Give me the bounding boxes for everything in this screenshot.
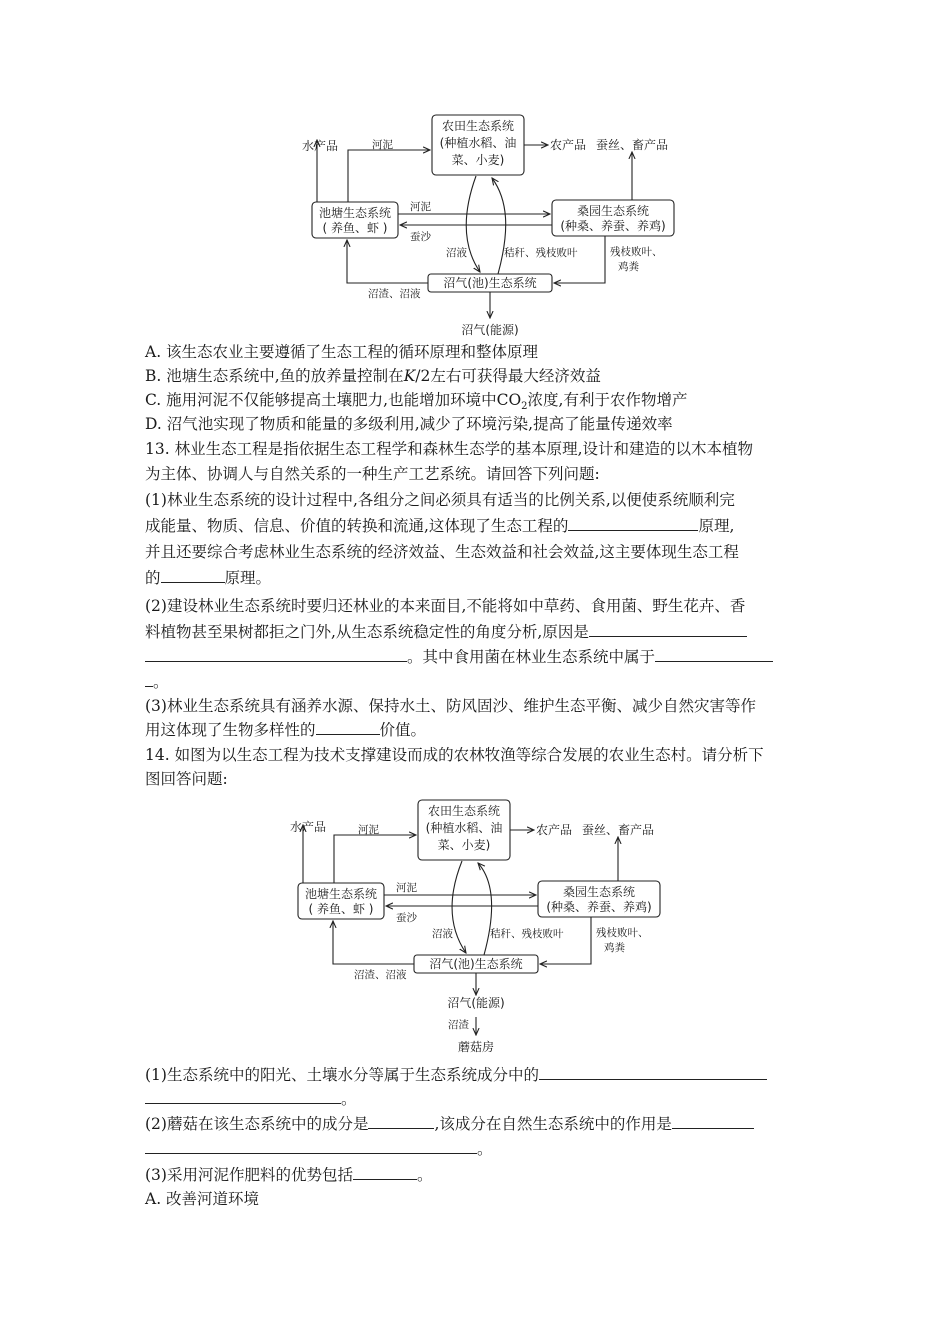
mulberry-ecosystem-title-2: 桑园生态系统 [562,885,636,899]
mulberry-ecosystem-title: 桑园生态系统 [576,204,650,218]
farm-products-label: 农产品 [550,138,587,152]
q13-part2-line3: 。其中食用菌在林业生态系统中属于 [145,645,810,669]
q14-part2-line2: 。 [145,1137,810,1161]
q13-part3-line2: 用这体现了生物多样性的 价值。 [145,721,427,739]
q13-blank-1[interactable] [568,515,698,531]
q13-part2-line2: 料植物甚至果树都拒之门外,从生态系统稳定性的角度分析,原因是 [145,620,810,644]
q12-option-a: A. 该生态农业主要遵循了生态工程的循环原理和整体原理 [145,343,539,361]
q14-blank-3[interactable] [672,1113,754,1129]
q14-intro-line2: 图回答问题: [145,770,228,788]
pond-ecosystem-line2-2: ( 养鱼、虾 ) [308,902,374,916]
residue-liquid-label-2: 沼渣、沼液 [354,969,407,981]
ecosystem-diagram-1 [300,110,720,340]
residue-label: 沼渣 [448,1019,469,1031]
field-ecosystem-line3-2: 菜、小麦) [437,838,491,852]
q14-intro-line1: 14. 如图为以生态工程为技术支撑建设而成的农林牧渔等综合发展的农业生态村。请分析下 [145,746,764,764]
q13-part1-line4: 的 原理。 [145,569,272,587]
pond-ecosystem-line2: ( 养鱼、虾 ) [322,221,388,235]
leaves-manure-label-2: 鸡粪 [618,261,639,273]
q13-part1-line1: (1)林业生态系统的设计过程中,各组分之间必须具有适当的比例关系,以便使系统顺利完 [145,491,735,509]
q13-blank-4-cont[interactable] [145,671,153,687]
silkworm-sand-label: 蚕沙 [410,231,431,243]
river-mud-label-mid-2: 河泥 [396,882,417,894]
q14-blank-3-cont[interactable] [145,1138,477,1154]
field-ecosystem-line2: (种植水稻、油 [439,136,517,150]
q13-intro-line1: 13. 林业生态工程是指依据生态工程学和森林生态学的基本原理,设计和建造的以木本植物 [145,440,754,458]
field-ecosystem-line3: 菜、小麦) [451,153,505,167]
q13-blank-2[interactable] [161,567,225,583]
ecosystem-diagram-2 [290,795,710,1057]
mulberry-ecosystem-line2: (种桑、养蚕、养鸡) [560,219,666,233]
farm-products-label-2: 农产品 [536,823,573,837]
river-mud-label-top-2: 河泥 [358,824,379,836]
leaves-manure-label-2-2: 鸡粪 [604,942,625,954]
q13-part2-line1: (2)建设林业生态系统时要归还林业的本来面目,不能将如中草药、食用菌、野生花卉、香 [145,597,746,615]
q14-part1-line1: (1)生态系统中的阳光、土壤水分等属于生态系统成分中的 [145,1063,810,1087]
field-ecosystem-line2-2: (种植水稻、油 [425,821,503,835]
q13-intro-line2: 为主体、协调人与自然关系的一种生产工艺系统。请回答下列问题: [145,465,600,483]
q13-blank-5[interactable] [316,719,380,735]
biogas-liquid-label-2: 沼液 [432,928,453,940]
q14-blank-4[interactable] [353,1164,417,1180]
q13-part1-line3: 并且还要综合考虑林业生态系统的经济效益、生态效益和社会效益,这主要体现生态工程 [145,543,739,561]
river-mud-label-mid: 河泥 [410,201,431,213]
mushroom-house-label: 蘑菇房 [457,1040,495,1054]
q13-blank-3[interactable] [589,621,747,637]
silkworm-sand-label-2: 蚕沙 [396,912,417,924]
q13-blank-4[interactable] [655,646,773,662]
q14-part3-line1: (3)采用河泥作肥料的优势包括 。 [145,1166,433,1184]
q14-part1-line2: 。 [145,1087,810,1111]
field-ecosystem-title-2: 农田生态系统 [427,804,501,818]
river-mud-label-top: 河泥 [372,139,393,151]
q13-part3-line1: (3)林业生态系统具有涵养水源、保持水土、防风固沙、维护生态平衡、减少自然灾害等作 [145,697,756,715]
leaves-manure-label-1: 残枝败叶、 [610,246,663,258]
residue-liquid-label: 沼渣、沼液 [368,288,421,300]
q14-blank-1[interactable] [539,1064,767,1080]
biogas-energy-label-2: 沼气(能源) [447,996,505,1010]
silk-livestock-label-2: 蚕丝、畜产品 [582,823,655,837]
biogas-energy-label: 沼气(能源) [461,323,519,337]
q13-part2-line4: 。 [145,670,810,694]
q14-part2-line1: (2)蘑菇在该生态系统中的成分是 ,该成分在自然生态系统中的作用是 [145,1112,810,1136]
aquatic-products-label: 水产品 [302,139,339,153]
straw-label-2: 秸秆、残枝败叶 [490,928,564,940]
biogas-ecosystem: 沼气(池)生态系统 [443,276,537,290]
q14-blank-1-cont[interactable] [145,1088,341,1104]
q12-option-c: C. 施用河泥不仅能够提高土壤肥力,也能增加环境中$CO_2$浓度,有利于农作物增产 [145,391,688,413]
q13-part1-line2: 成能量、物质、信息、价值的转换和流通,这体现了生态工程的 原理, [145,517,735,535]
aquatic-products-label-2: 水产品 [290,820,327,834]
mulberry-ecosystem-line2-2: (种桑、养蚕、养鸡) [546,900,652,914]
q14-option-a: A. 改善河道环境 [145,1190,260,1208]
silk-livestock-label: 蚕丝、畜产品 [596,138,669,152]
pond-ecosystem-title: 池塘生态系统 [318,206,392,220]
biogas-ecosystem-2: 沼气(池)生态系统 [429,957,523,971]
q13-blank-3-cont[interactable] [145,646,407,662]
field-ecosystem-title: 农田生态系统 [441,119,515,133]
q12-option-d: D. 沼气池实现了物质和能量的多级利用,减少了环境污染,提高了能量传递效率 [145,415,673,433]
straw-label: 秸秆、残枝败叶 [504,247,578,259]
q12-option-b: B. 池塘生态系统中,鱼的放养量控制在K/2左右可获得最大经济效益 [145,367,601,385]
pond-ecosystem-title-2: 池塘生态系统 [304,887,378,901]
leaves-manure-label-1-2: 残枝败叶、 [596,927,649,939]
biogas-liquid-label: 沼液 [446,247,467,259]
q14-blank-2[interactable] [368,1113,434,1129]
